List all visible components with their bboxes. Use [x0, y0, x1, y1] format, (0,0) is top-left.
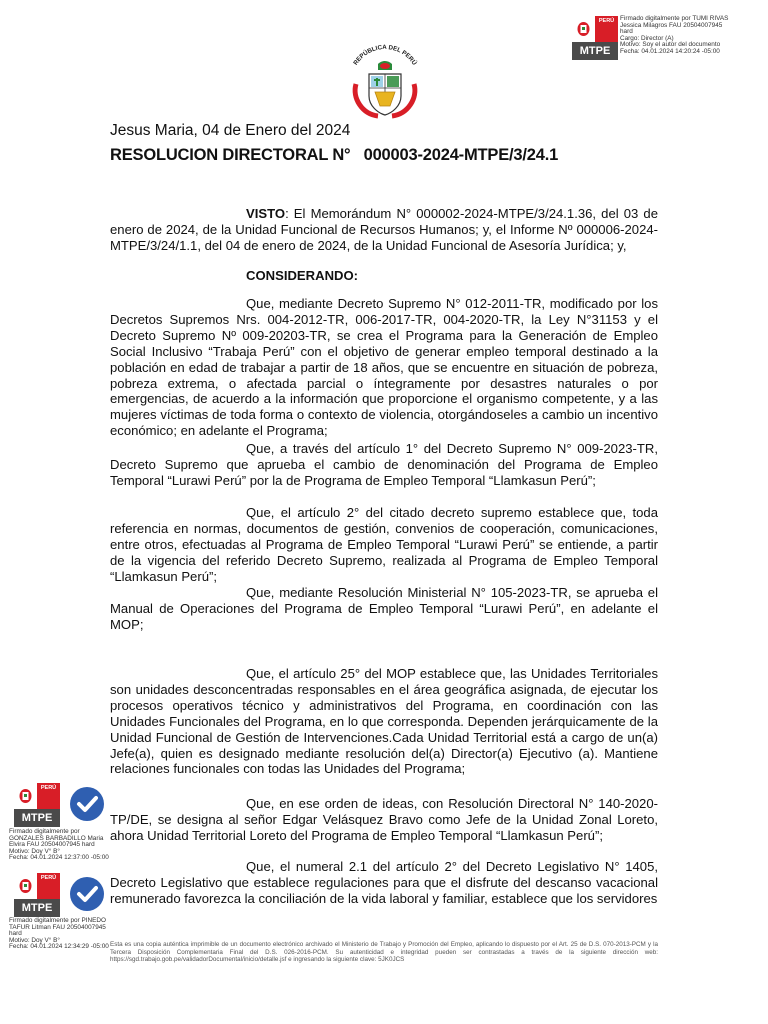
mtpe-logo	[572, 16, 618, 60]
paragraph-4: Que, mediante Resolución Ministerial N° 105-2023-TR, se aprueba el Manual de Operaciones del Programa de Empleo Temporal “Lurawi Perú”, en adelante el MOP;	[110, 585, 658, 632]
resolution-title: RESOLUCION DIRECTORAL N° 000003-2024-MTPE/3/24.1	[110, 146, 559, 164]
visto-label: VISTO	[246, 206, 286, 221]
mtpe-logo	[14, 873, 60, 917]
signature-meta-top-right: Firmado digitalmente por TUMI RIVAS Jessica Milagros FAU 20504007945 hard Cargo: Director (A) Motivo: Soy el autor del documento Fecha: 04.01.2024 14:20:24 -05:00	[620, 15, 729, 55]
peru-coat-of-arms-icon	[342, 36, 428, 122]
paragraph-6: Que, en ese orden de ideas, con Resolución Directoral N° 140-2020-TP/DE, se designa al señor Edgar Velásquez Bravo como Jefe de la Unidad Zonal Loreto, ahora Unidad Territorial Loreto del Programa de Empleo Temporal “Llamkasun Perú”;	[110, 796, 658, 843]
paragraph-5: Que, el artículo 25° del MOP establece que, las Unidades Territoriales son unidades desconcentradas responsables en el área geográfica asignada, de ejecutar los procesos operativos técnico y administrativos del Programa, en coordinación con las Unidades Funcionales del Programa, en lo que corresponda. Dependen jerárquicamente de la Unidad Funcional de Gestión de Intervenciones.Cada Unidad Territorial está a cargo de un(a) Jefe(a), quien es designado mediante resolución del(a) Director(a) Ejecutivo (a). Mantiene relaciones funcionales con todas las Unidades del Programa;	[110, 666, 658, 777]
signature-check-icon	[70, 787, 104, 821]
signature-meta-left-1: Firmado digitalmente por GONZALES BARBADILLO Maria Elvira FAU 20504007945 hard Motivo: Doy V° B° Fecha: 04.01.2024 12:37:00 -05:00	[9, 828, 109, 862]
visto-paragraph: VISTO: El Memorándum N° 000002-2024-MTPE/3/24.1.36, del 03 de enero de 2024, de la Unidad Funcional de Recursos Humanos; y, el Informe Nº 000006-2024-MTPE/3/24/1.1, del 04 de enero de 2024, de la Unidad Funcional de Asesoría Jurídica; y,	[110, 206, 658, 253]
mtpe-label: MTPE	[572, 42, 618, 60]
paragraph-2: Que, a través del artículo 1° del Decreto Supremo N° 009-2023-TR, Decreto Supremo que aprueba el cambio de denominación del Programa de Empleo Temporal “Lurawi Perú” por la de Programa de Empleo Temporal “Llamkasun Perú”;	[110, 441, 658, 488]
seal-text: REPÚBLICA DEL PERÚ	[352, 43, 418, 67]
peru-shield-icon	[14, 873, 37, 899]
mtpe-label: MTPE	[14, 809, 60, 827]
authenticity-footer: Esta es una copia auténtica imprimible de un documento electrónico archivado el Ministerio de Trabajo y Promoción del Empleo, aplicando lo dispuesto por el Art. 25 de D.S. 070-2013-PCM y la Tercera Disposición Complementaria Final del D.S. 026-2016-PCM. Su autenticidad e integridad pueden ser contrastadas a través de la siguiente dirección web: https://sgd.trabajo.gob.pe/validadorDocumental/inicio/detalle.jsf e ingresando la siguiente clave: 5JK0JCS	[110, 941, 658, 964]
paragraph-7: Que, el numeral 2.1 del artículo 2° del Decreto Legislativo N° 1405, Decreto Legislativo que establece regulaciones para que el disfrute del descanso vacacional remunerado favorezca la conciliación de la vida laboral y familiar, establece que los servidores	[110, 859, 658, 906]
signature-meta-left-2: Firmado digitalmente por PINEDO TAFUR Litman FAU 20504007945 hard Motivo: Doy V° B° Fecha: 04.01.2024 12:34:29 -05:00	[9, 917, 109, 951]
paragraph-3: Que, el artículo 2° del citado decreto supremo establece que, toda referencia en normas, documentos de gestión, convenios de cooperación, comunicaciones, entre otros, efectuadas al Programa de Empleo Temporal “Lurawi Perú” se entiende, a partir de la vigencia del referido Decreto Supremo, realizada al Programa de Empleo Temporal “Llamkasun Perú”;	[110, 505, 658, 584]
signature-check-icon	[70, 877, 104, 911]
peru-tag: PERÚ	[595, 16, 618, 42]
mtpe-label: MTPE	[14, 899, 60, 917]
place-date: Jesus Maria, 04 de Enero del 2024	[110, 122, 351, 139]
peru-tag: PERÚ	[37, 873, 60, 899]
peru-tag: PERÚ	[37, 783, 60, 809]
mtpe-logo	[14, 783, 60, 827]
paragraph-1: Que, mediante Decreto Supremo N° 012-2011-TR, modificado por los Decretos Supremos Nrs. 004-2012-TR, 006-2017-TR, 004-2020-TR, la Ley N°31153 y el Decreto Supremo Nº 009-20203-TR, se crea el Programa para la Generación de Empleo Social Inclusivo “Trabaja Perú” con el objetivo de generar empleo temporal destinado a la población en edad de trabajar a partir de 18 años, que se encuentre en situación de pobreza, pobreza extrema, o afectada parcial o íntegramente por desastres naturales o por emergencias, de acuerdo a la información que proporcione el organismo competente, y a las mujeres víctimas de toda forma o contexto de violencia, otorgándoseles a cambio un incentivo económico; en adelante el Programa;	[110, 296, 658, 439]
peru-shield-icon	[572, 16, 595, 42]
considerando-heading: CONSIDERANDO:	[246, 268, 359, 283]
peru-shield-icon	[14, 783, 37, 809]
